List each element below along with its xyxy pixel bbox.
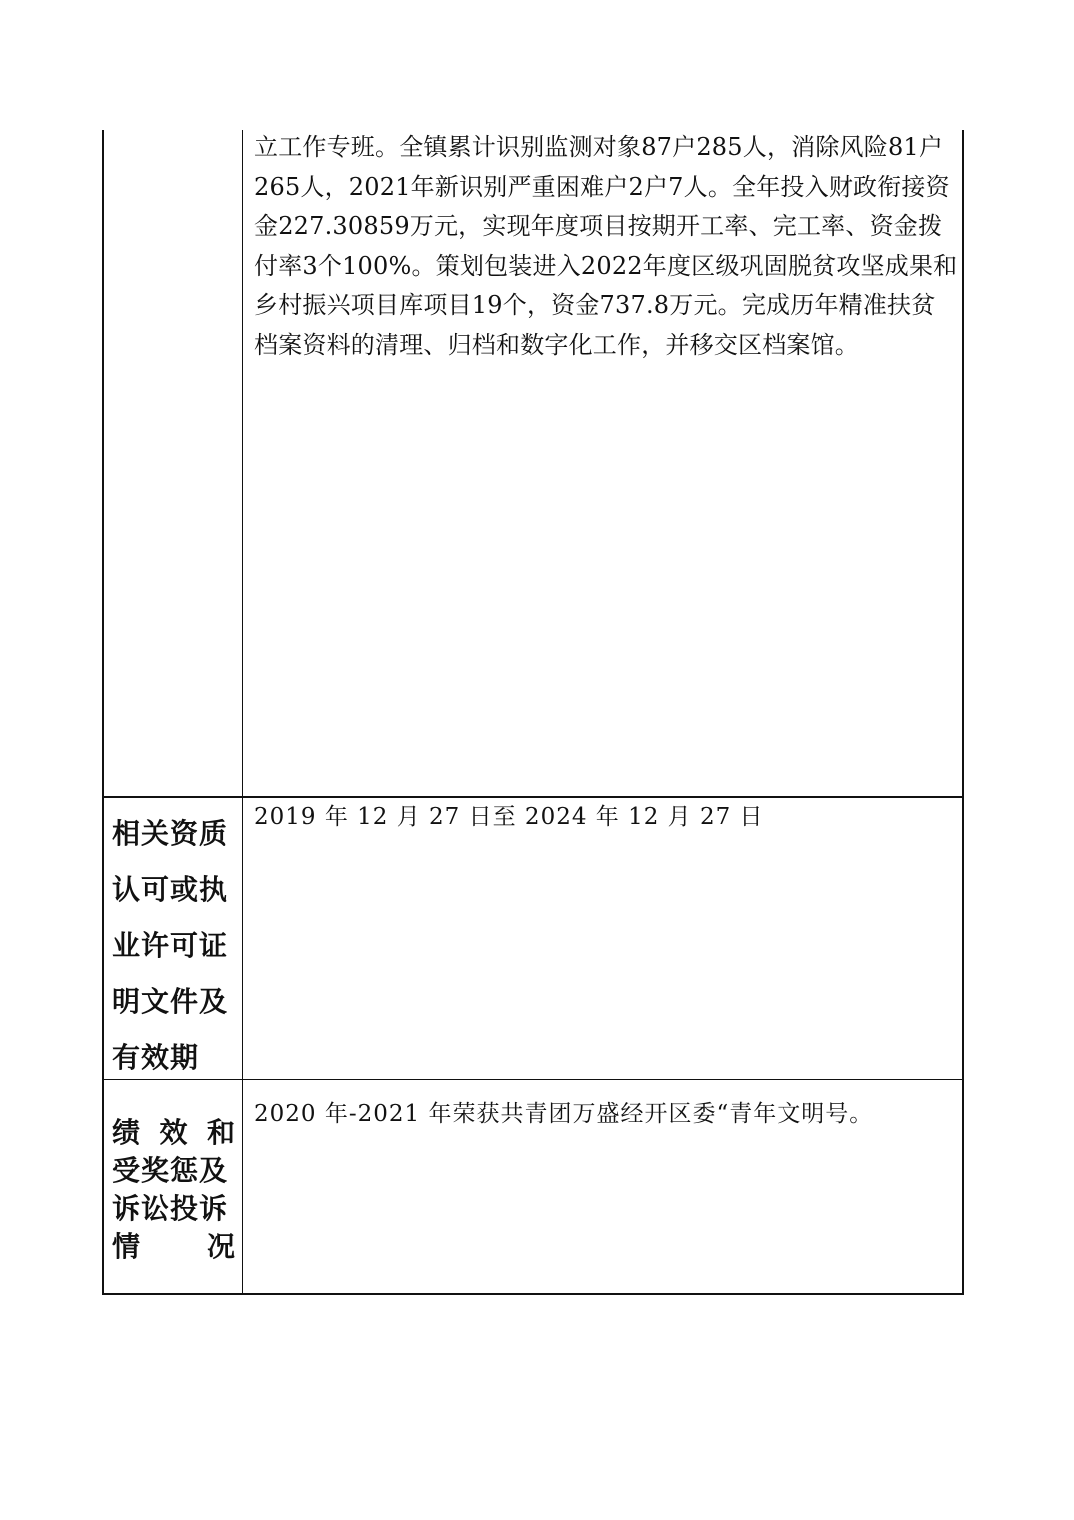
work-summary-line: 金227.30859万元，实现年度项目按期开工率、完工率、资金拨	[254, 212, 943, 241]
work-summary-line: 立工作专班。全镇累计识别监测对象87户285人，消除风险81户	[254, 133, 944, 161]
performance-label-char: 情	[112, 1230, 142, 1263]
work-summary-line: 付率3个100%。策划包装进入2022年度区级巩固脱贫攻坚成果和	[254, 251, 958, 280]
performance-label-char: 况	[206, 1230, 236, 1263]
qualification-label-line: 明文件及	[112, 985, 229, 1018]
table-left-border	[102, 130, 104, 1295]
qualification-label-line: 有效期	[112, 1041, 200, 1074]
work-summary-line: 乡村振兴项目库项目19个，资金737.8万元。完成历年精准扶贫	[254, 291, 936, 320]
performance-label-char: 绩	[112, 1116, 142, 1149]
qualification-validity-value: 2019 年 12 月 27 日至 2024 年 12 月 27 日	[254, 804, 764, 830]
performance-label-line	[112, 1114, 236, 1152]
work-summary-text	[254, 128, 956, 366]
table-column-divider	[242, 130, 243, 1295]
performance-label-char: 效	[159, 1116, 189, 1149]
table-bottom-border	[102, 1293, 964, 1295]
performance-label-char: 和	[206, 1116, 236, 1149]
performance-label	[112, 1114, 236, 1266]
qualification-label-line: 相关资质	[112, 817, 229, 850]
table-right-border	[962, 130, 964, 1295]
qualification-label	[112, 806, 236, 1086]
performance-awards-value: 2020 年-2021 年荣获共青团万盛经开区委“青年文明号。	[254, 1101, 874, 1127]
performance-label-line: 诉讼投诉	[112, 1192, 229, 1225]
performance-label-line: 受奖惩及	[112, 1154, 229, 1187]
performance-label-line	[112, 1228, 236, 1266]
work-summary-line: 265人，2021年新识别严重困难户2户7人。全年投入财政衔接资	[254, 172, 950, 201]
qualification-label-line: 认可或执	[112, 873, 229, 906]
work-summary-line: 档案资料的清理、归档和数字化工作，并移交区档案馆。	[254, 330, 859, 359]
qualification-label-line: 业许可证	[112, 929, 229, 962]
